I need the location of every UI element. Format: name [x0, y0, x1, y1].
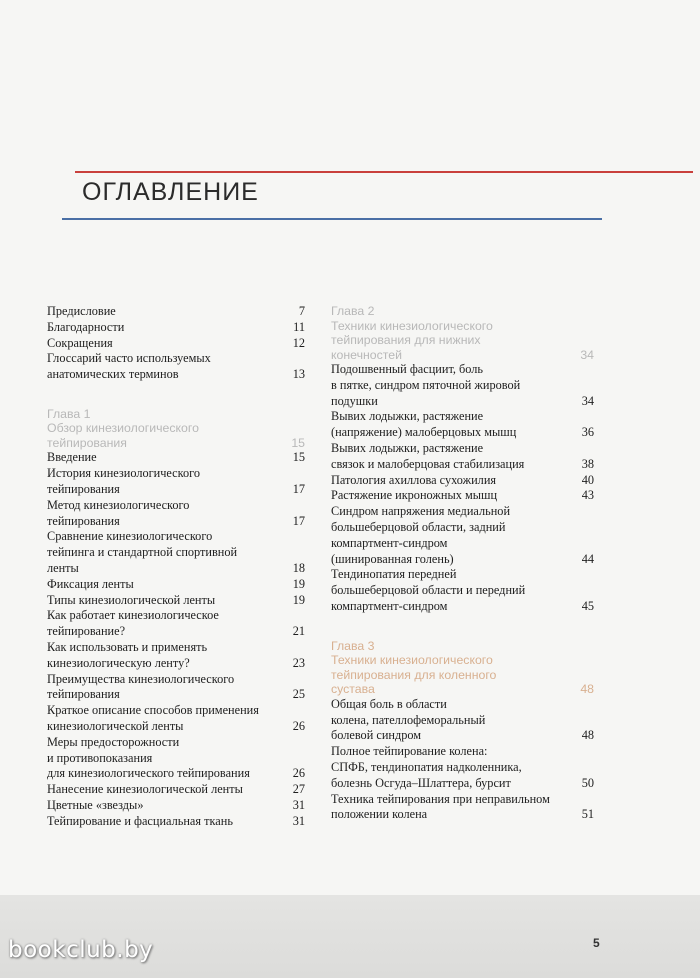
intro-entries [47, 304, 305, 383]
toc-entry-page: 12 [292, 335, 305, 350]
toc-entry [47, 320, 305, 336]
chapter-1-heading [47, 407, 305, 451]
chapter-3-page: 48 [580, 682, 594, 697]
toc-entry [47, 450, 305, 466]
toc-entry-title: Сравнение кинезиологического тейпинга и стандартной спортивной ленты [47, 529, 238, 576]
toc-entry [47, 336, 305, 352]
toc-entry-page: 18 [292, 561, 305, 576]
toc-entry [331, 697, 594, 744]
toc-right-column [331, 304, 594, 823]
toc-entry [47, 782, 305, 798]
toc-entry-page: 7 [298, 304, 305, 318]
toc-entry-title: Типы кинезиологической ленты [47, 592, 216, 607]
toc-entry-title: Полное тейпирование колена: СПФБ, тендинопатия надколенника, болезнь Осгуда–Шлаттера, бурсит [331, 744, 522, 790]
toc-entry-title: Сокращения [47, 335, 113, 350]
toc-entry-title: Цветные «звезды» [47, 798, 144, 813]
toc-entry [47, 735, 305, 782]
toc-entry-title: Патология ахиллова сухожилия [331, 472, 497, 487]
toc-entry [331, 567, 594, 614]
toc-entry-title: Предисловие [47, 304, 116, 318]
toc-entry-page: 51 [581, 807, 594, 822]
toc-entry [47, 466, 305, 498]
toc-entry-title: Подошвенный фасциит, боль в пятке, синдром пяточной жировой подушки [331, 362, 521, 408]
toc-entry-title: Тейпирование и фасциальная ткань [47, 813, 233, 828]
toc-entry [47, 498, 305, 530]
toc-entry [47, 351, 305, 383]
toc-entry-page: 34 [581, 393, 594, 408]
chapter-3-label: Глава 3 Техники кинезиологического тейпирования для коленного сустава [331, 638, 497, 697]
toc-entry-title: Меры предосторожности и противопоказания для кинезиологического тейпирования [47, 734, 250, 781]
chapter-2-label: Глава 2 Техники кинезиологического тейпирования для нижних конечностей [331, 304, 493, 362]
toc-entry-page: 19 [292, 576, 305, 591]
toc-entry-page: 26 [292, 766, 305, 781]
toc-entry-page: 11 [293, 319, 305, 334]
toc-entry [331, 744, 594, 791]
toc-entry-title: Синдром напряжения медиальной большеберцовой области, задний компартмент-синдром (шинированная голень) [331, 504, 511, 566]
chapter-3-entries [331, 697, 594, 823]
toc-entry-page: 43 [581, 488, 594, 503]
toc-entry [47, 529, 305, 576]
toc-entry-page: 21 [292, 624, 305, 639]
toc-entry-page: 13 [292, 367, 305, 382]
toc-entry-title: Метод кинезиологического тейпирования [47, 497, 190, 528]
toc-entry-page: 44 [581, 551, 594, 566]
toc-entry-title: Преимущества кинезиологического тейпирования [47, 671, 235, 702]
toc-entry [47, 577, 305, 593]
toc-entry [47, 814, 305, 830]
chapter-2-heading [331, 304, 594, 362]
toc-entry [47, 672, 305, 704]
toc-entry-title: Введение [47, 450, 97, 465]
toc-entry-title: Вывих лодыжки, растяжение связок и малоберцовая стабилизация [331, 440, 525, 471]
toc-entry-page: 31 [292, 813, 305, 828]
toc-entry-title: Благодарности [47, 319, 125, 334]
toc-entry [331, 504, 594, 567]
toc-entry [47, 304, 305, 320]
toc-entry-title: Вывих лодыжки, растяжение (напряжение) малоберцовых мышц [331, 409, 517, 440]
toc-entry-page: 25 [292, 687, 305, 702]
page-number: 5 [593, 936, 600, 950]
toc-entry-title: Общая боль в области колена, пателлофеморальный болевой синдром [331, 696, 486, 743]
toc-entry [331, 488, 594, 504]
toc-entry-title: Нанесение кинезиологической ленты [47, 782, 243, 797]
toc-entry-title: Техника тейпирования при неправильном положении колена [331, 791, 550, 822]
toc-entry-title: Тендинопатия передней большеберцовой области и передний компартмент-синдром [331, 567, 526, 613]
toc-entry-page: 45 [581, 598, 594, 613]
toc-entry-page: 17 [292, 513, 305, 528]
chapter-2-page: 34 [580, 347, 594, 362]
red-rule [75, 171, 693, 173]
toc-entry-page: 36 [581, 425, 594, 440]
toc-entry [47, 703, 305, 735]
toc-entry [47, 593, 305, 609]
toc-entry-title: Как использовать и применять кинезиологическую ленту? [47, 640, 208, 670]
toc-entry-page: 26 [292, 719, 305, 734]
toc-entry-page: 23 [292, 655, 305, 670]
toc-entry-page: 48 [581, 728, 594, 743]
chapter-1-page: 15 [291, 435, 305, 450]
bookclub-watermark: bookclub.by [8, 937, 154, 963]
toc-entry [47, 640, 305, 672]
toc-entry [47, 798, 305, 814]
toc-entry-page: 19 [292, 592, 305, 607]
toc-entry [331, 362, 594, 409]
page-title: ОГЛАВЛЕНИЕ [82, 178, 259, 206]
toc-entry-page: 15 [292, 450, 305, 465]
toc-entry [331, 792, 594, 824]
toc-left-column [47, 304, 305, 830]
chapter-2-entries [331, 362, 594, 615]
toc-entry-title: Растяжение икроножных мышц [331, 488, 498, 503]
toc-entry [331, 441, 594, 473]
toc-entry-title: Глоссарий часто используемых анатомических терминов [47, 351, 211, 382]
toc-entry-page: 31 [292, 798, 305, 813]
chapter-3-heading [331, 639, 594, 697]
toc-entry-page: 17 [292, 482, 305, 497]
chapter-1-entries [47, 450, 305, 829]
blue-rule [62, 218, 602, 220]
toc-entry-page: 40 [581, 472, 594, 487]
toc-entry-title: Краткое описание способов применения кинезиологической ленты [47, 703, 259, 734]
toc-entry-title: История кинезиологического тейпирования [47, 466, 201, 497]
toc-entry [331, 409, 594, 441]
toc-entry-page: 27 [292, 782, 305, 797]
toc-entry-title: Как работает кинезиологическое тейпирование? [47, 608, 219, 639]
toc-entry-page: 38 [581, 456, 594, 471]
toc-entry-page: 50 [581, 775, 594, 790]
toc-entry [47, 608, 305, 640]
toc-entry-title: Фиксация ленты [47, 576, 134, 591]
chapter-1-label: Глава 1 Обзор кинезиологического тейпирования [47, 406, 199, 450]
toc-entry [331, 473, 594, 489]
